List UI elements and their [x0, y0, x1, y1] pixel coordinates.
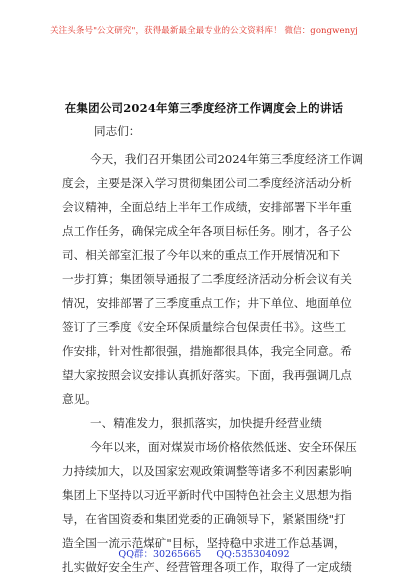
body-line: 导，在省国资委和集团党委的正确领导下，紧紧围绕"打: [62, 512, 346, 526]
body-line: 造全国一流示范煤矿"目标，坚持稳中求进工作总基调，: [62, 536, 346, 550]
body-line: 签订了三季度《安全环保质量综合包保责任书》。这些工: [62, 320, 347, 334]
body-line: 一步打算；集团领导通报了二季度经济活动分析会议有关: [62, 272, 352, 286]
body-line: 力持续加大，以及国家宏观政策调整等诸多不利因素影响: [62, 464, 352, 478]
body-line: 扎实做好安全生产、经营管理各项工作，取得了一定成绩: [62, 560, 352, 574]
section-heading: 一、精准发力，狠抓落实，加快提升经营业绩: [90, 416, 322, 430]
qq-group: QQ群：30265665: [118, 549, 202, 560]
body-line: 望大家按照会议安排认真抓好落实。下面，我再强调几点: [62, 368, 352, 382]
footer-contacts: [0, 546, 408, 560]
greeting: 同志们：: [94, 124, 141, 138]
header-banner: 关注头条号"公文研究"，获得最新最全最专业的公文资料库！ 微信：gongwenyj: [50, 26, 358, 36]
body-line: 集团上下坚持以习近平新时代中国特色社会主义思想为指: [62, 488, 352, 502]
body-line: 度会，主要是深入学习贯彻集团公司二季度经济活动分析: [62, 176, 352, 190]
body-line: 今年以来，面对煤炭市场价格依然低迷、安全环保压: [90, 440, 357, 454]
body-line: 点工作任务，确保完成全年各项目标任务。刚才，各子公: [62, 224, 352, 238]
body-line: 今天，我们召开集团公司2024年第三季度经济工作调: [90, 152, 363, 166]
body-line: 意见。: [62, 392, 97, 406]
body-line: 会议精神，全面总结上半年工作成绩，安排部署下半年重: [62, 200, 352, 214]
qq-number: QQ:535304092: [216, 549, 290, 560]
body-line: 情况，安排部署了三季度重点工作；井下单位、地面单位: [62, 296, 352, 310]
body-line: 司、相关部室汇报了今年以来的重点工作开展情况和下: [62, 248, 341, 262]
body-line: 作安排，针对性都很强，措施都很具体，我完全同意。希: [62, 344, 352, 358]
document-title: 在集团公司2024年第三季度经济工作调度会上的讲话: [64, 101, 344, 115]
